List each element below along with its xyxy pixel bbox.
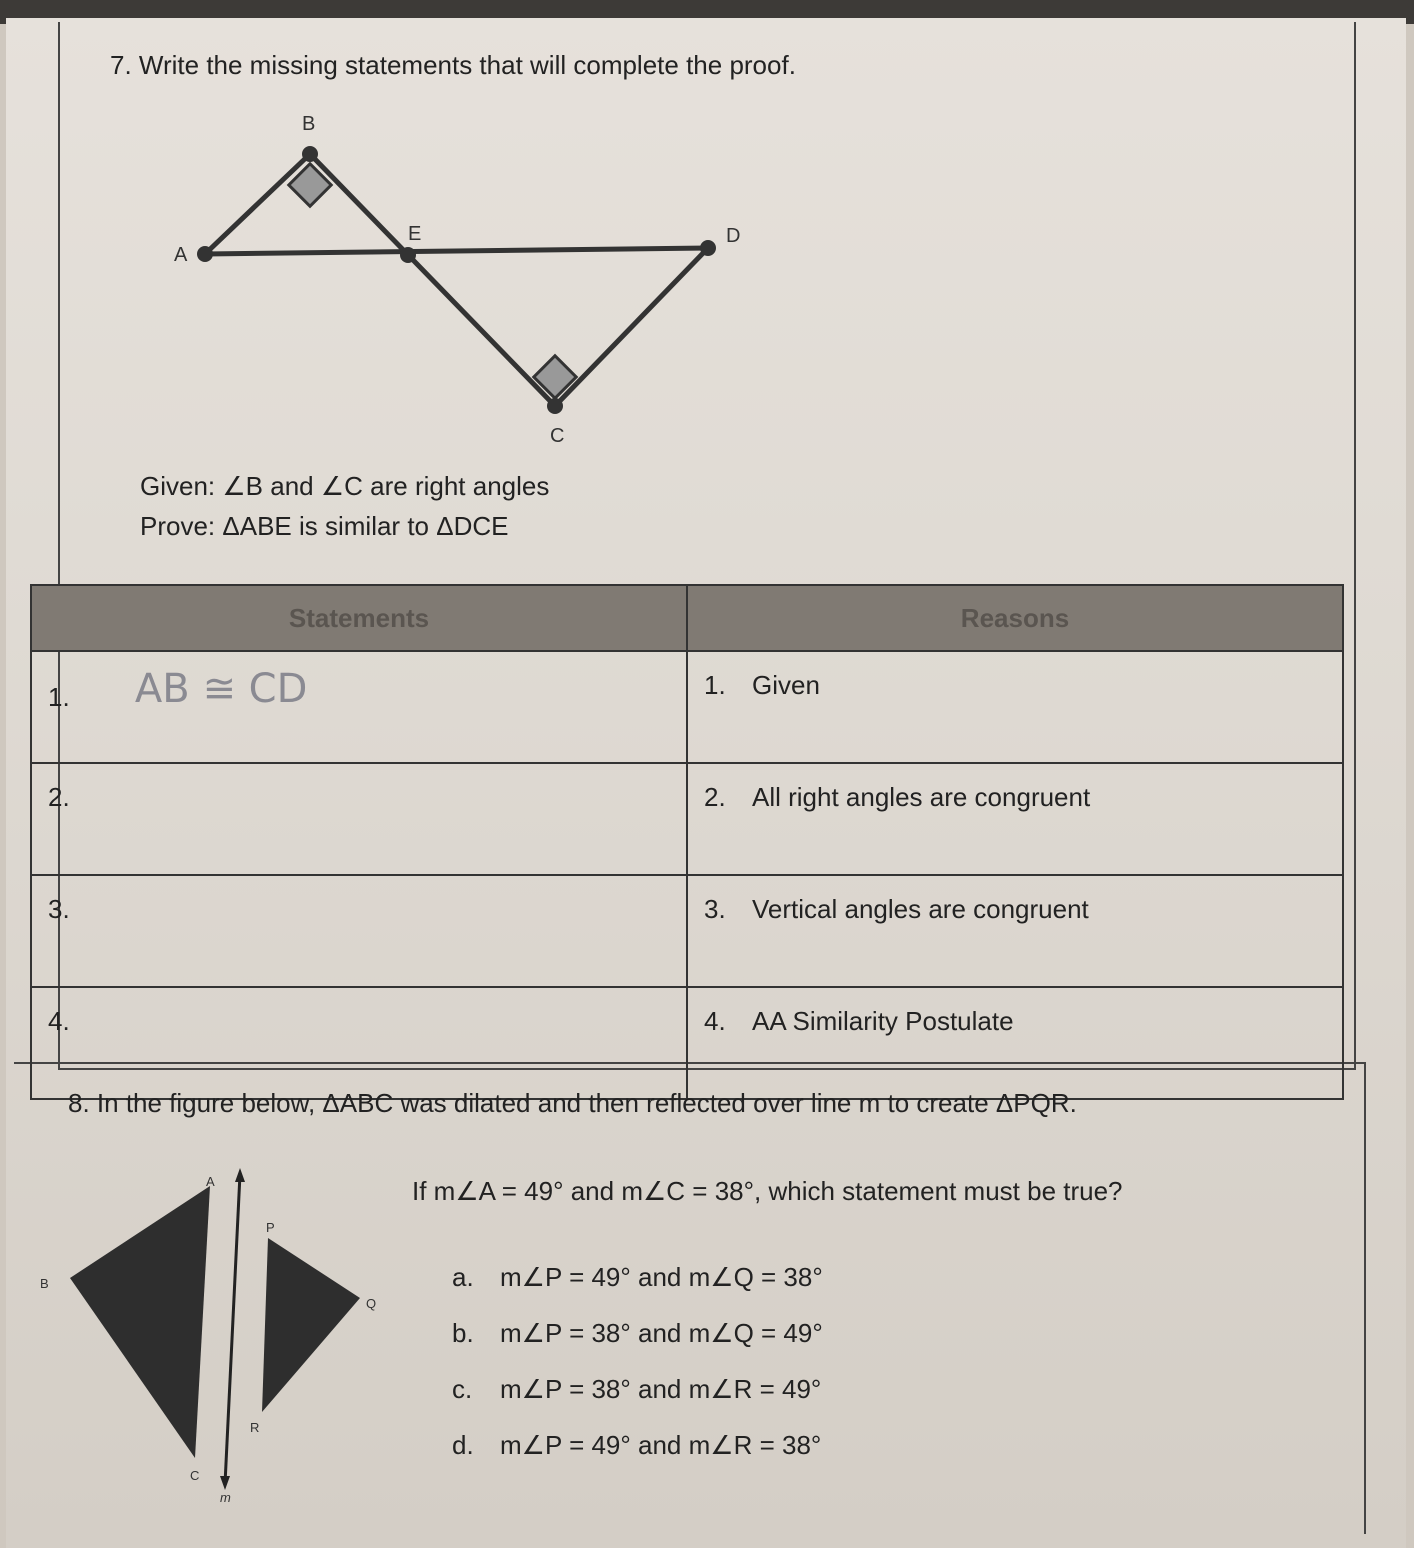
option-text: m∠P = 49° and m∠Q = 38° xyxy=(500,1262,823,1292)
reason-number: 4. xyxy=(704,1006,726,1036)
given-statement: Given: ∠B and ∠C are right angles xyxy=(140,471,550,501)
answer-option-c[interactable] xyxy=(452,1374,821,1405)
label-a: A xyxy=(174,244,188,266)
question-8-prompt: If m∠A = 49° and m∠C = 38°, which statement must be true? xyxy=(412,1176,1123,1206)
option-text: m∠P = 38° and m∠R = 49° xyxy=(500,1374,822,1404)
label-b: B xyxy=(302,113,316,135)
handwritten-statement: AB ≅ CD xyxy=(134,666,308,712)
point-b xyxy=(302,146,318,162)
option-text: m∠P = 49° and m∠R = 38° xyxy=(500,1430,822,1460)
option-text: m∠P = 38° and m∠Q = 49° xyxy=(500,1318,823,1348)
prove-statement: Prove: ΔABE is similar to ΔDCE xyxy=(140,511,509,541)
proof-row xyxy=(31,651,1343,763)
segment-ad xyxy=(205,248,708,254)
option-letter: b. xyxy=(452,1318,474,1348)
segment-dc xyxy=(555,248,708,406)
option-letter: a. xyxy=(452,1262,474,1292)
point-a xyxy=(197,246,213,262)
triangle-pqr xyxy=(262,1238,360,1412)
label-b: B xyxy=(40,1276,49,1291)
proof-row xyxy=(31,875,1343,987)
label-q: Q xyxy=(366,1296,377,1311)
row-number: 2. xyxy=(48,782,70,812)
answer-option-b[interactable] xyxy=(452,1318,823,1349)
reason-cell xyxy=(687,651,1343,763)
q7-figure xyxy=(150,100,770,460)
row-number: 4. xyxy=(48,1006,70,1036)
label-p: P xyxy=(266,1220,275,1235)
reason-text: Given xyxy=(752,670,820,700)
option-letter: c. xyxy=(452,1374,473,1404)
reason-text: Vertical angles are congruent xyxy=(752,894,1089,924)
line-m-arrow-bottom xyxy=(220,1476,230,1490)
option-letter: d. xyxy=(452,1430,474,1460)
point-e xyxy=(400,247,416,263)
row-number: 1. xyxy=(48,682,70,712)
q8-figure xyxy=(30,1166,400,1516)
reason-number: 1. xyxy=(704,670,726,700)
label-a: A xyxy=(206,1174,215,1189)
question-8-title: 8. In the figure below, ΔABC was dilated and then reflected over line m to create ΔPQR. xyxy=(68,1088,1077,1118)
label-c: C xyxy=(190,1468,200,1483)
label-c: C xyxy=(550,425,565,447)
segment-bc xyxy=(310,154,555,406)
segment-ab xyxy=(205,154,310,254)
proof-row xyxy=(31,763,1343,875)
question-7-title: 7. Write the missing statements that will complete the proof. xyxy=(110,50,796,80)
statements-header: Statements xyxy=(31,585,687,651)
label-d: D xyxy=(726,225,741,247)
reason-number: 3. xyxy=(704,894,726,924)
point-c xyxy=(547,398,563,414)
reason-text: AA Similarity Postulate xyxy=(752,1006,1014,1036)
statement-cell[interactable] xyxy=(31,875,687,987)
statement-cell[interactable] xyxy=(31,651,687,763)
reason-number: 2. xyxy=(704,782,726,812)
statement-cell[interactable] xyxy=(31,763,687,875)
answer-option-d[interactable] xyxy=(452,1430,821,1461)
reason-text: All right angles are congruent xyxy=(752,782,1091,812)
reasons-header: Reasons xyxy=(687,585,1343,651)
point-d xyxy=(700,240,716,256)
label-r: R xyxy=(250,1420,260,1435)
proof-table xyxy=(30,584,1344,1100)
reason-cell xyxy=(687,763,1343,875)
triangle-abc xyxy=(70,1186,210,1458)
given-prove-block xyxy=(140,466,549,546)
reason-cell xyxy=(687,987,1343,1099)
reason-cell xyxy=(687,875,1343,987)
answer-option-a[interactable] xyxy=(452,1262,823,1293)
line-m-arrow-top xyxy=(235,1168,245,1182)
line-m xyxy=(225,1174,240,1484)
statement-cell[interactable] xyxy=(31,987,687,1099)
label-m: m xyxy=(220,1490,231,1505)
proof-row xyxy=(31,987,1343,1099)
label-e: E xyxy=(408,223,422,245)
row-number: 3. xyxy=(48,894,70,924)
